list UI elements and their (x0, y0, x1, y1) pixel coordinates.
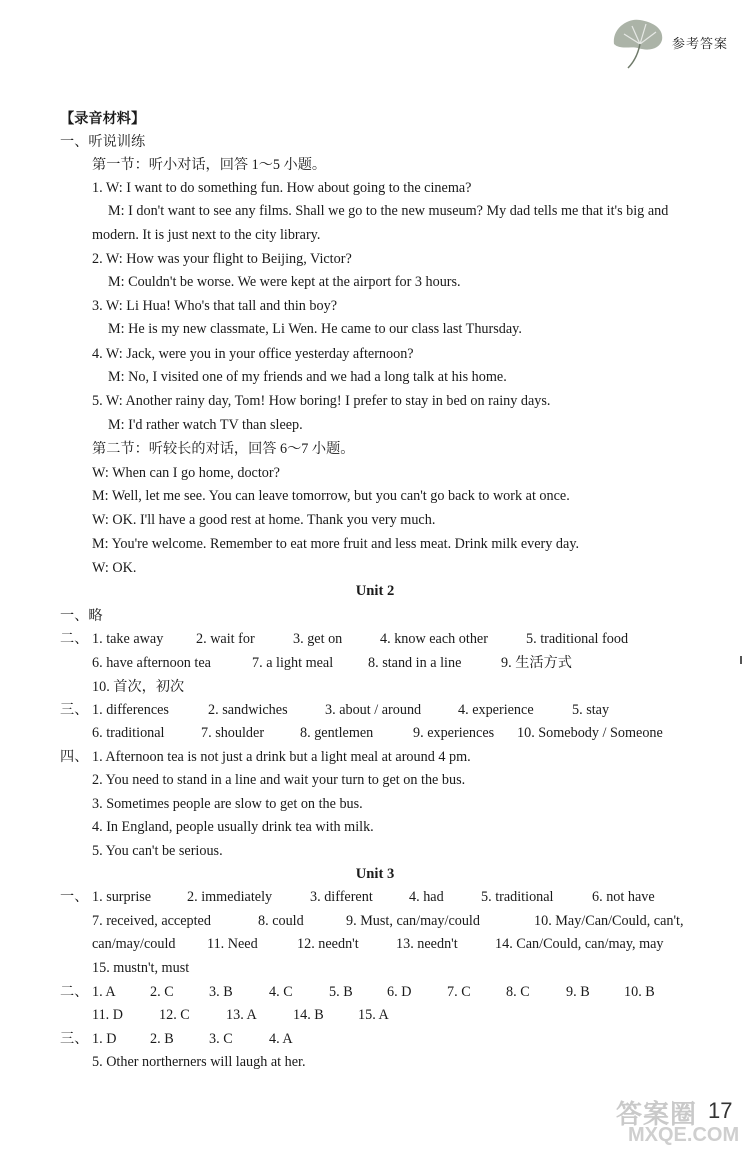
answer-item: 8. stand in a line (368, 655, 462, 671)
answer-item: 10. May/Can/Could, can't, (534, 913, 684, 929)
part-title: 一、听说训练 (60, 134, 146, 150)
answer-item: 9. 生活方式 (501, 655, 572, 671)
answer-item: 12. needn't (297, 936, 359, 952)
answer-item: 10. Somebody / Someone (517, 725, 663, 741)
answer-part-label: 三、 (60, 1031, 89, 1047)
answer-item: 8. could (258, 913, 304, 929)
transcript-line: 1. W: I want to do something fun. How about going to the cinema? (92, 180, 472, 196)
answer-item: 4. had (409, 889, 444, 905)
answer-item: 7. a light meal (252, 655, 334, 671)
answer-sentence: 4. In England, people usually drink tea with milk. (92, 819, 374, 835)
answer-item: 5. traditional food (526, 631, 629, 647)
unit-title: Unit 3 (355, 866, 395, 882)
watermark-url: MXQE.COM (628, 1124, 740, 1146)
answer-item: 2. C (150, 984, 174, 1000)
answer-item: 9. experiences (413, 725, 495, 741)
transcript-line: 5. W: Another rainy day, Tom! How boring! I prefer to stay in bed on rainy days. (92, 393, 551, 409)
answer-item: 4. experience (458, 702, 534, 718)
dialog-line: M: Well, let me see. You can leave tomorrow, but you can't go back to work at once. (92, 488, 570, 504)
answer-item: 9. B (566, 984, 590, 1000)
answer-item: 7. shoulder (201, 725, 265, 741)
answer-item: 6. have afternoon tea (92, 655, 211, 671)
transcript-line: M: I don't want to see any films. Shall we go to the new museum? My dad tells me that it's big and (108, 203, 669, 219)
answer-item: 4. C (269, 984, 293, 1000)
answer-sentence: 5. Other northerners will laugh at her. (92, 1054, 306, 1070)
answer-item: 2. B (150, 1031, 174, 1047)
answer-item: 4. know each other (380, 631, 488, 647)
unit-title: Unit 2 (355, 583, 395, 599)
answer-row (0, 1030, 750, 1048)
answer-item: 8. C (506, 984, 530, 1000)
header-label: 参考答案 (672, 36, 729, 51)
answer-part-label: 二、 (60, 631, 89, 647)
answer-part: 一、略 (60, 608, 103, 624)
answer-item: 13. A (226, 1007, 257, 1023)
sub-section-title: 第一节：听小对话，回答 1～5 小题。 (92, 157, 327, 173)
transcript-line: M: I'd rather watch TV than sleep. (108, 417, 303, 433)
answer-item: 1. take away (92, 631, 164, 647)
transcript-line: modern. It is just next to the city library. (92, 227, 321, 243)
transcript-line: 2. W: How was your flight to Beijing, Victor? (92, 251, 352, 267)
answer-item: 14. Can/Could, can/may, may (495, 936, 664, 952)
watermark-logo: 答案圈 (616, 1099, 698, 1129)
answer-item: 15. mustn't, must (92, 960, 190, 976)
answer-item: 5. B (329, 984, 353, 1000)
answer-item: 4. A (269, 1031, 293, 1047)
answer-sentence: 3. Sometimes people are slow to get on the bus. (92, 796, 363, 812)
ginkgo-leaf-icon (606, 14, 668, 70)
answer-item: 7. received, accepted (92, 913, 211, 929)
answer-item: 3. get on (293, 631, 343, 647)
answer-row (0, 912, 750, 930)
answer-item: 6. not have (592, 889, 655, 905)
answer-item: 12. C (159, 1007, 190, 1023)
answer-item: 2. sandwiches (208, 702, 288, 718)
answer-item: 13. needn't (396, 936, 458, 952)
answer-row (0, 983, 750, 1001)
answer-item: 2. immediately (187, 889, 273, 905)
answer-part-label: 四、 (60, 749, 89, 765)
transcript-line: M: No, I visited one of my friends and we had a long talk at his home. (108, 369, 507, 385)
answer-row (0, 888, 750, 906)
section-title-recording: 【录音材料】 (60, 111, 146, 127)
answer-item: 2. wait for (196, 631, 255, 647)
answer-row (0, 935, 750, 953)
answer-item: 3. B (209, 984, 233, 1000)
transcript-line: M: Couldn't be worse. We were kept at the airport for 3 hours. (108, 274, 461, 290)
transcript-line: 4. W: Jack, were you in your office yesterday afternoon? (92, 346, 414, 362)
answer-item: 1. surprise (92, 889, 152, 905)
answer-item: can/may/could (92, 936, 176, 952)
page-number: 17 (708, 1098, 733, 1123)
answer-item: 11. D (92, 1007, 124, 1023)
answer-row (0, 1006, 750, 1024)
answer-item: 6. D (387, 984, 412, 1000)
answer-row (0, 701, 750, 719)
answer-item: 3. C (209, 1031, 233, 1047)
answer-part-label: 二、 (60, 984, 89, 1000)
answer-item: 1. differences (92, 702, 169, 718)
answer-item: 5. stay (572, 702, 610, 718)
answer-item: 3. different (310, 889, 373, 905)
answer-item: 15. A (358, 1007, 389, 1023)
answer-sentence: 5. You can't be serious. (92, 843, 223, 859)
answer-row (0, 630, 750, 648)
dialog-line: M: You're welcome. Remember to eat more fruit and less meat. Drink milk every day. (92, 536, 580, 552)
answer-item: 1. A (92, 984, 116, 1000)
answer-row (0, 654, 750, 672)
answer-item: 10. B (624, 984, 655, 1000)
answer-item: 9. Must, can/may/could (346, 913, 480, 929)
answer-item: 5. traditional (481, 889, 554, 905)
answer-sentence: 1. Afternoon tea is not just a drink but a light meal at around 4 pm. (92, 749, 471, 765)
dialog-line: W: OK. I'll have a good rest at home. Thank you very much. (92, 512, 436, 528)
answer-item: 1. D (92, 1031, 117, 1047)
answer-item: 14. B (293, 1007, 324, 1023)
answer-sentence: 2. You need to stand in a line and wait your turn to get on the bus. (92, 772, 466, 788)
transcript-line: M: He is my new classmate, Li Wen. He came to our class last Thursday. (108, 321, 522, 337)
answer-item: 11. Need (207, 936, 258, 952)
transcript-line: 3. W: Li Hua! Who's that tall and thin boy? (92, 298, 338, 314)
answer-part-label: 一、 (60, 889, 89, 905)
answer-row (0, 724, 750, 742)
answer-item: 8. gentlemen (300, 725, 374, 741)
dialog-line: W: When can I go home, doctor? (92, 465, 280, 481)
sub-section-title: 第二节：听较长的对话，回答 6～7 小题。 (92, 441, 355, 457)
answer-item: 6. traditional (92, 725, 165, 741)
answer-part-label: 三、 (60, 702, 89, 718)
answer-item: 10. 首次，初次 (92, 679, 185, 695)
answer-item: 3. about / around (325, 702, 422, 718)
margin-mark (740, 656, 742, 664)
dialog-line: W: OK. (92, 560, 137, 576)
answer-item: 7. C (447, 984, 471, 1000)
